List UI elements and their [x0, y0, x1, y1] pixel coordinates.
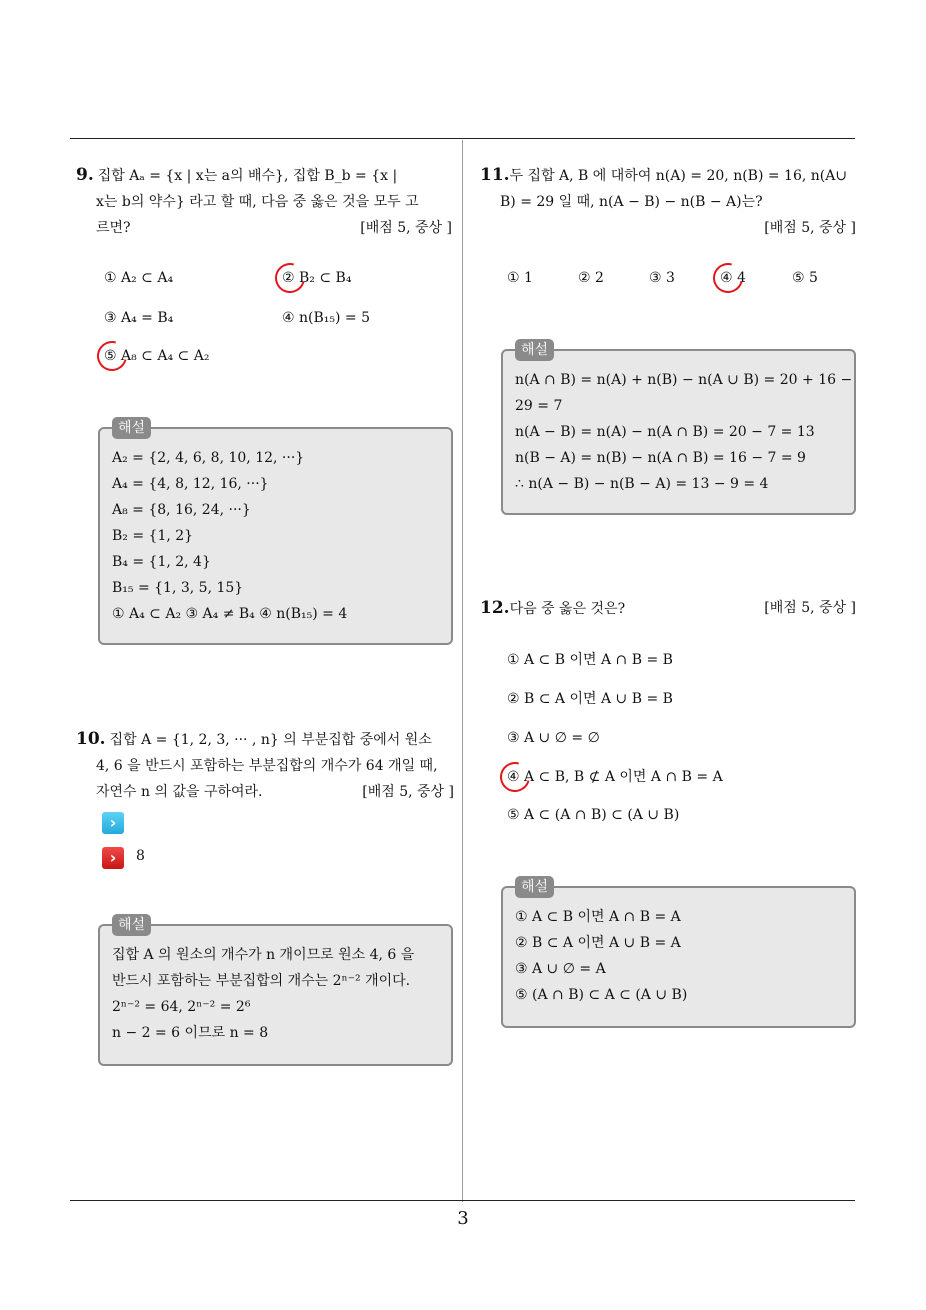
option-3[interactable]: ③ A₄ = B₄	[104, 310, 174, 326]
answer-value: 8	[136, 848, 145, 864]
solution-line: ② B ⊂ A 이면 A ∪ B = A	[515, 935, 681, 951]
option-1[interactable]: ① A ⊂ B 이면 A ∩ B = B	[507, 652, 673, 668]
solution-tag: 해설	[112, 914, 151, 936]
solution-line: 29 = 7	[515, 398, 563, 414]
bottom-rule	[70, 1200, 855, 1201]
option-2[interactable]: ② 2	[578, 270, 604, 286]
question-10	[76, 726, 454, 805]
solution-line: ③ A ∪ ∅ = A	[515, 961, 606, 977]
chevron-right-icon[interactable]: ›	[102, 812, 124, 834]
solution-tag: 해설	[515, 876, 554, 898]
question-number: 12.	[480, 598, 510, 618]
solution-line: A₄ = {4, 8, 12, 16, ···}	[112, 476, 269, 492]
solution-line: 집합 A 의 원소의 개수가 n 개이므로 원소 4, 6 을	[112, 947, 415, 963]
score-label: [배점 5, 중상 ]	[360, 220, 452, 236]
answer-mark-circle: ② B₂ ⊂ B₄	[282, 270, 352, 286]
option-3[interactable]: ③ A ∪ ∅ = ∅	[507, 730, 600, 746]
solution-line: ⑤ (A ∩ B) ⊂ A ⊂ (A ∪ B)	[515, 987, 688, 1003]
question-text: 두 집합 A, B 에 대하여 n(A) = 20, n(B) = 16, n(A∪	[509, 168, 848, 184]
question-text: 집합 A = {1, 2, 3, ··· , n} 의 부분집합 중에서 원소	[109, 732, 432, 748]
option-2[interactable]: ② B ⊂ A 이면 A ∪ B = B	[507, 691, 673, 707]
option-3[interactable]: ③ 3	[649, 270, 675, 286]
solution-line: n(A − B) = n(A) − n(A ∩ B) = 20 − 7 = 13	[515, 424, 815, 440]
chevron-right-icon[interactable]: ›	[102, 847, 124, 869]
option-2[interactable]	[282, 268, 351, 288]
question-9	[76, 162, 452, 241]
answer-mark-circle: ④ A ⊂ B, B ⊄ A 이면 A ∩ B = A	[507, 769, 723, 785]
solution-line: n − 2 = 6 이므로 n = 8	[112, 1025, 269, 1041]
solution-tag: 해설	[112, 417, 151, 439]
question-text: x는 b의 약수} 라고 할 때, 다음 중 옳은 것을 모두 고	[96, 194, 419, 210]
question-text: B) = 29 일 때, n(A − B) − n(B − A)는?	[500, 194, 763, 210]
solution-line: B₂ = {1, 2}	[112, 528, 194, 544]
question-12	[480, 595, 856, 622]
solution-line: n(A ∩ B) = n(A) + n(B) − n(A ∪ B) = 20 + 16 −	[515, 372, 853, 388]
solution-tag: 해설	[515, 339, 554, 361]
question-text: 자연수 n 의 값을 구하여라.	[96, 784, 263, 800]
solution-line: B₁₅ = {1, 3, 5, 15}	[112, 580, 244, 596]
score-label: [배점 5, 중상 ]	[362, 784, 454, 800]
option-5[interactable]	[104, 346, 209, 366]
column-divider	[462, 140, 463, 1202]
solution-line: B₄ = {1, 2, 4}	[112, 554, 211, 570]
page-number: 3	[457, 1208, 469, 1229]
solution-line: n(B − A) = n(B) − n(A ∩ B) = 16 − 7 = 9	[515, 450, 806, 466]
solution-line: ∴ n(A − B) − n(B − A) = 13 − 9 = 4	[515, 476, 769, 492]
option-1[interactable]: ① 1	[507, 270, 533, 286]
question-text: 다음 중 옳은 것은?	[509, 601, 626, 617]
question-text: 집합 Aₐ = {x | x는 a의 배수}, 집합 B_b = {x |	[97, 168, 398, 184]
option-4[interactable]	[720, 268, 746, 288]
question-text: 4, 6 을 반드시 포함하는 부분집합의 개수가 64 개일 때,	[96, 758, 438, 774]
solution-line: A₈ = {8, 16, 24, ···}	[112, 502, 251, 518]
answer-mark-circle: ⑤ A₈ ⊂ A₄ ⊂ A₂	[104, 348, 210, 364]
solution-line: 반드시 포함하는 부분집합의 개수는 2ⁿ⁻² 개이다.	[112, 973, 411, 989]
question-text: 르면?	[96, 220, 131, 236]
solution-line: ① A ⊂ B 이면 A ∩ B = A	[515, 909, 681, 925]
option-5[interactable]: ⑤ 5	[792, 270, 818, 286]
answer-mark-circle: ④ 4	[720, 270, 746, 286]
solution-box	[501, 342, 856, 515]
solution-line: A₂ = {2, 4, 6, 8, 10, 12, ···}	[112, 450, 305, 466]
solution-box	[501, 879, 856, 1028]
option-1[interactable]: ① A₂ ⊂ A₄	[104, 270, 174, 286]
solution-box	[98, 420, 453, 645]
question-number: 10.	[76, 729, 106, 749]
score-label: [배점 5, 중상 ]	[764, 600, 856, 616]
question-number: 11.	[480, 165, 510, 185]
question-11	[480, 162, 856, 241]
solution-line: ① A₄ ⊂ A₂ ③ A₄ ≠ B₄ ④ n(B₁₅) = 4	[112, 606, 348, 622]
solution-line: 2ⁿ⁻² = 64, 2ⁿ⁻² = 2⁶	[112, 999, 251, 1015]
option-4[interactable]: ④ n(B₁₅) = 5	[282, 310, 370, 326]
score-label: [배점 5, 중상 ]	[764, 220, 856, 236]
option-4[interactable]	[507, 767, 723, 787]
option-5[interactable]: ⑤ A ⊂ (A ∩ B) ⊂ (A ∪ B)	[507, 807, 680, 823]
top-rule	[70, 138, 855, 139]
solution-box	[98, 917, 453, 1066]
question-number: 9.	[76, 165, 94, 185]
